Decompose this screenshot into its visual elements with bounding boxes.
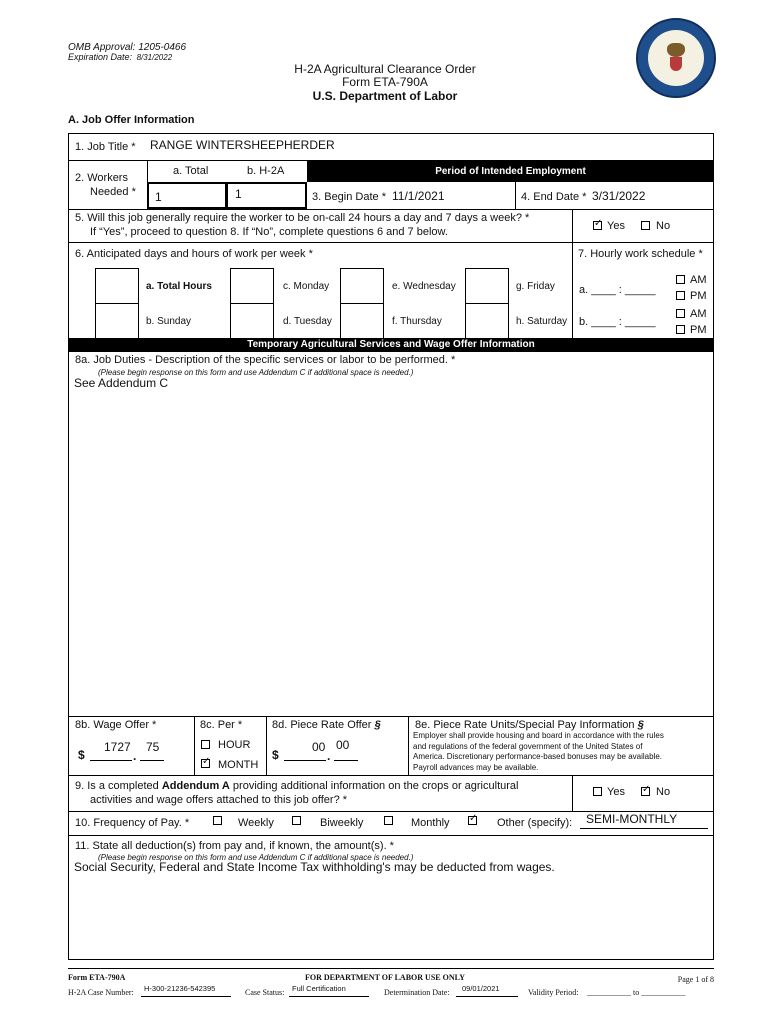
footer-dol-use: FOR DEPARTMENT OF LABOR USE ONLY — [305, 973, 465, 982]
expiration-date: 8/31/2022 — [136, 53, 173, 62]
piece-units-line: and regulations of the federal government of the United States of — [413, 741, 643, 751]
workers-needed-label-2: Needed * — [90, 186, 136, 198]
addendum-yes-checkbox[interactable] — [593, 787, 602, 796]
addendum-no-checkbox[interactable] — [641, 787, 650, 796]
monday-label: c. Monday — [283, 281, 330, 292]
on-call-yes-label: Yes — [607, 220, 625, 232]
addendum-a-question-2: activities and wage offers attached to this job offer? * — [90, 794, 348, 806]
dol-seal-icon — [636, 18, 716, 98]
footer-page-number: Page 1 of 8 — [677, 975, 714, 984]
workers-needed-label-1: 2. Workers — [75, 172, 128, 184]
begin-date-field[interactable]: 11/1/2021 — [392, 189, 445, 203]
per-month-label: MONTH — [218, 759, 259, 771]
end-date-field[interactable]: 3/31/2022 — [592, 189, 646, 203]
piece-dot: . — [327, 749, 331, 763]
deductions-note: (Please begin response on this form and use Addendum C if additional space is needed.) — [98, 853, 414, 862]
wage-offer-label: 8b. Wage Offer * — [75, 719, 157, 731]
total-hours-label: a. Total Hours — [146, 281, 212, 292]
wage-cents-underline — [140, 760, 164, 761]
on-call-question: 5. Will this job generally require the worker to be on-call 24 hours a day and 7 days a week? * — [75, 212, 530, 224]
piece-units-field[interactable] — [413, 731, 664, 773]
seal-inner — [648, 30, 704, 86]
temp-services-header: Temporary Agricultural Services and Wage Offer Information — [68, 338, 714, 352]
form-number: Form ETA-790A — [342, 75, 428, 89]
h2a-col-header: b. H-2A — [247, 165, 285, 177]
wage-dot: . — [133, 749, 137, 763]
schedule-a-pm-label: PM — [690, 290, 707, 302]
wage-dollar-sign: $ — [78, 748, 85, 762]
begin-date-label: 3. Begin Date * — [312, 191, 386, 203]
eagle-icon — [667, 43, 685, 57]
hourly-schedule-label: 7. Hourly work schedule * — [578, 248, 703, 260]
row-divider — [68, 242, 714, 243]
piece-units-line: Employer shall provide housing and board in accordance with the rules — [413, 731, 664, 740]
footer-determination-value: 09/01/2021 — [462, 984, 500, 993]
piece-dollars-field[interactable]: 00 — [312, 740, 326, 754]
footer-case-number-label: H-2A Case Number: — [68, 988, 134, 997]
schedule-b-pm-checkbox[interactable] — [676, 325, 685, 334]
addendum-a-question — [75, 780, 518, 792]
addendum-a-text: 9. Is a completed — [75, 780, 162, 792]
addendum-a-bold: Addendum A — [161, 780, 230, 792]
deductions-field[interactable]: Social Security, Federal and State Income Tax withholding's may be deducted from wages. — [74, 860, 555, 874]
wednesday-label: e. Wednesday — [392, 281, 456, 292]
addendum-no-label: No — [656, 786, 671, 798]
schedule-b-am-checkbox[interactable] — [676, 309, 685, 318]
per-label: 8c. Per * — [200, 719, 243, 731]
friday-label: g. Friday — [516, 281, 555, 292]
addendum-a-text: providing additional information on the crops or agricultural — [229, 780, 519, 792]
piece-rate-label-text: 8d. Piece Rate Offer — [272, 719, 372, 731]
footer-case-status-value: Full Certification — [292, 984, 346, 993]
wage-cents-field[interactable]: 75 — [146, 740, 160, 754]
piece-units-line: America. Discretionary performance-based bonuses may be available. — [413, 752, 663, 761]
h2a-workers-value: 1 — [235, 187, 242, 201]
schedule-a-pm-checkbox[interactable] — [676, 291, 685, 300]
footer-determination-label: Determination Date: — [384, 988, 450, 997]
wage-dollars-underline — [90, 760, 132, 761]
form-title: H-2A Agricultural Clearance Order — [294, 62, 476, 76]
biweekly-label: Biweekly — [320, 817, 364, 829]
sunday-hours-field[interactable] — [95, 303, 139, 339]
row-divider — [68, 835, 714, 836]
friday-hours-field[interactable] — [465, 268, 509, 304]
other-label: Other (specify): — [497, 817, 573, 829]
monday-hours-field[interactable] — [230, 268, 274, 304]
footer-case-status-label: Case Status: — [245, 988, 285, 997]
weekly-checkbox[interactable] — [213, 816, 222, 825]
on-call-instruction: If “Yes”, proceed to question 8. If “No”, complete questions 6 and 7 below. — [90, 226, 448, 238]
col-divider — [515, 182, 516, 209]
row-divider — [68, 775, 714, 776]
omb-approval: OMB Approval: 1205-0466 — [68, 42, 187, 53]
piece-units-label-text: 8e. Piece Rate Units/Special Pay Information — [415, 719, 635, 731]
per-hour-label: HOUR — [218, 739, 251, 751]
period-header: Period of Intended Employment — [307, 161, 714, 182]
thursday-label: f. Thursday — [392, 316, 442, 327]
department-name: U.S. Department of Labor — [312, 89, 458, 103]
schedule-b-am-label: AM — [690, 308, 707, 320]
section-a-title: A. Job Offer Information — [68, 114, 195, 126]
total-hours-field[interactable] — [95, 268, 139, 304]
tuesday-label: d. Tuesday — [283, 316, 332, 327]
piece-rate-label — [272, 719, 381, 731]
schedule-a-am-label: AM — [690, 274, 707, 286]
footer-underline — [456, 996, 518, 997]
monthly-label: Monthly — [411, 817, 450, 829]
other-specify-underline — [580, 828, 708, 829]
piece-units-section-mark: § — [637, 719, 644, 731]
other-checkbox[interactable] — [468, 816, 477, 825]
tuesday-hours-field[interactable] — [230, 303, 274, 339]
total-workers-value: 1 — [155, 190, 162, 204]
expiration-label-text: Expiration Date: — [68, 52, 133, 62]
row-divider — [68, 716, 714, 717]
col-divider — [572, 775, 573, 811]
weekly-label: Weekly — [238, 817, 274, 829]
schedule-a-field[interactable]: a. ____ : _____ — [579, 284, 656, 296]
per-month-checkbox[interactable] — [201, 759, 210, 768]
deductions-label: 11. State all deduction(s) from pay and, if known, the amount(s). * — [75, 840, 394, 852]
piece-dollar-sign: $ — [272, 748, 279, 762]
pay-frequency-label: 10. Frequency of Pay. * — [75, 817, 190, 829]
col-divider — [266, 716, 267, 775]
job-title-field[interactable]: RANGE WINTERSHEEPHERDER — [150, 138, 335, 152]
footer-form-number: Form ETA-790A — [68, 973, 126, 982]
biweekly-checkbox[interactable] — [292, 816, 301, 825]
shield-icon — [670, 57, 682, 71]
saturday-label: h. Saturday — [516, 316, 568, 327]
job-title-label: 1. Job Title * — [75, 141, 136, 153]
piece-cents-underline — [334, 760, 358, 761]
expiration-label — [68, 52, 172, 62]
sunday-label: b. Sunday — [146, 316, 192, 327]
footer-validity-value: ___________ to ___________ — [587, 988, 686, 997]
job-duties-label: 8a. Job Duties - Description of the specific services or labor to be performed. * — [75, 354, 456, 366]
saturday-hours-field[interactable] — [465, 303, 509, 339]
footer-rule — [68, 968, 714, 969]
col-divider — [408, 716, 409, 775]
wage-dollars-field[interactable]: 1727 — [104, 740, 131, 754]
col-divider — [572, 209, 573, 242]
piece-units-line: Payroll advances may be available. — [413, 762, 539, 772]
footer-underline — [289, 996, 369, 997]
per-hour-checkbox[interactable] — [201, 740, 210, 749]
footer-underline — [141, 996, 231, 997]
days-hours-label: 6. Anticipated days and hours of work per week * — [75, 248, 313, 260]
monthly-checkbox[interactable] — [384, 816, 393, 825]
col-divider — [572, 242, 573, 338]
schedule-b-field[interactable]: b. ____ : _____ — [579, 316, 656, 328]
thursday-hours-field[interactable] — [340, 303, 384, 339]
schedule-b-pm-label: PM — [690, 324, 707, 336]
on-call-yes-checkbox[interactable] — [593, 221, 602, 230]
wednesday-hours-field[interactable] — [340, 268, 384, 304]
piece-units-label — [415, 719, 644, 731]
piece-cents-field[interactable]: 00 — [336, 738, 350, 752]
row-divider — [68, 209, 714, 210]
col-divider — [194, 716, 195, 775]
footer-case-number-value: H-300-21236-542395 — [144, 984, 216, 993]
piece-dollars-underline — [284, 760, 326, 761]
addendum-yes-label: Yes — [607, 786, 625, 798]
schedule-a-am-checkbox[interactable] — [676, 275, 685, 284]
on-call-no-checkbox[interactable] — [641, 221, 650, 230]
end-date-label: 4. End Date * — [521, 191, 587, 203]
other-specify-field[interactable]: SEMI-MONTHLY — [586, 812, 678, 826]
piece-rate-section-mark: § — [374, 719, 381, 731]
on-call-no-label: No — [656, 220, 671, 232]
job-duties-note: (Please begin response on this form and use Addendum C if additional space is needed.) — [98, 368, 414, 377]
job-duties-field[interactable]: See Addendum C — [74, 376, 169, 390]
total-col-header: a. Total — [173, 165, 209, 177]
footer-validity-label: Validity Period: — [528, 988, 579, 997]
